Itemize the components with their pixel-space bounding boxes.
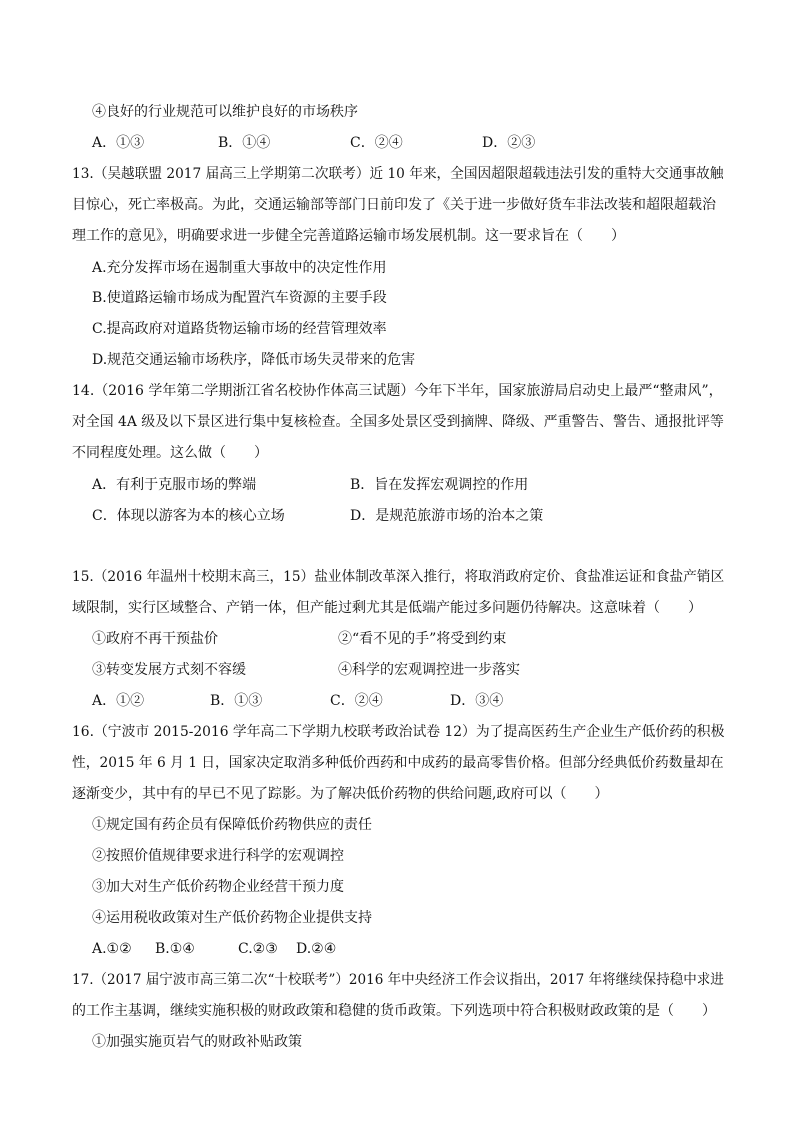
q17-stem-line-2: 的工作主基调，继续实施积极的财政政策和稳健的货币政策。下列选项中符合积极财政政策的是（ ） [72, 1003, 716, 1019]
q12-option-d: D．②③ [482, 135, 536, 151]
q15-item-4: ④科学的宏观调控进一步落实 [338, 662, 520, 678]
q13-option-d: D.规范交通运输市场秩序，降低市场失灵带来的危害 [92, 352, 416, 368]
q16-option-d: D.②④ [296, 941, 337, 957]
q14-option-c: C．体现以游客为本的核心立场 [92, 508, 285, 524]
q16-item-3: ③加大对生产低价药物企业经营干预力度 [92, 879, 344, 895]
q14-stem-line-2: 对全国 4A 级及以下景区进行集中复核检查。全国多处景区受到摘牌、降级、严重警告、警告、通报批评等 [72, 414, 724, 430]
q15-item-1: ①政府不再干预盐价 [92, 631, 218, 647]
q12-option-c: C．②④ [350, 135, 403, 151]
q15-option-b: B．①③ [210, 693, 263, 709]
q16-item-4: ④运用税收政策对生产低价药物企业提供支持 [92, 910, 372, 926]
q12-option-b: B．①④ [218, 135, 271, 151]
q15-option-a: A．①② [92, 693, 145, 709]
q12-option-a: A．①③ [92, 135, 145, 151]
q16-stem-line-2: 性，2015 年 6 月 1 日，国家决定取消多种低价西药和中成药的最高零售价格。但部分经典低价药数量却在 [72, 755, 724, 771]
q15-stem-line-2: 域限制，实行区域整合、产销一体，但产能过剩尤其是低端产能过多问题仍待解决。这意味着（ ） [72, 600, 702, 616]
q15-item-3: ③转变发展方式刻不容缓 [92, 662, 246, 678]
q16-option-a: A.①② [92, 941, 132, 957]
q16-item-2: ②按照价值规律要求进行科学的宏观调控 [92, 848, 344, 864]
q16-item-1: ①规定国有药企员有保障低价药物供应的责任 [92, 817, 372, 833]
q15-item-2: ②“看不见的手”将受到约束 [338, 631, 507, 647]
q13-stem-line-1: 13.（吴越联盟 2017 届高三上学期第二次联考）近 10 年来，全国因超限超载违法引发的重特大交通事故触 [72, 166, 724, 182]
q12-item-4: ④良好的行业规范可以维护良好的市场秩序 [92, 104, 358, 120]
q14-stem-line-3: 不同程度处理。这么做（ ） [72, 445, 268, 461]
q14-option-b: B．旨在发挥宏观调控的作用 [350, 477, 529, 493]
q13-stem-line-3: 理工作的意见》，明确要求进一步健全完善道路运输市场发展机制。这一要求旨在（ ） [72, 228, 625, 244]
q14-option-d: D．是规范旅游市场的治本之策 [350, 508, 544, 524]
q13-option-c: C.提高政府对道路货物运输市场的经营管理效率 [92, 321, 387, 337]
q15-stem-line-1: 15.（2016 年温州十校期末高三，15）盐业体制改革深入推行，将取消政府定价、食盐准运证和食盐产销区 [72, 569, 725, 585]
q17-stem-line-1: 17.（2017 届宁波市高三第二次“十校联考”）2016 年中央经济工作会议指出，2017 年将继续保持稳中求进 [72, 972, 724, 988]
q16-option-b: B.①④ [155, 941, 195, 957]
q16-stem-line-3: 逐渐变少，其中有的早已不见了踪影。为了解决低价药物的供给问题,政府可以（ ） [72, 786, 609, 802]
q14-stem-line-1: 14.（2016 学年第二学期浙江省名校协作体高三试题）今年下半年，国家旅游局启动史上最严“整肃风”， [72, 383, 723, 399]
q16-stem-line-1: 16.（宁波市 2015-2016 学年高二下学期九校联考政治试卷 12）为了提高医药生产企业生产低价药的积极 [72, 724, 725, 740]
q13-stem-line-2: 目惊心，死亡率极高。为此，交通运输部等部门日前印发了《关于进一步做好货车非法改装和超限超载治 [72, 197, 716, 213]
q16-option-c: C.②③ [238, 941, 278, 957]
q14-option-a: A．有利于克服市场的弊端 [92, 477, 257, 493]
q13-option-b: B.使道路运输市场成为配置汽车资源的主要手段 [92, 290, 387, 306]
q15-option-c: C．②④ [330, 693, 383, 709]
q17-item-1: ①加强实施页岩气的财政补贴政策 [92, 1034, 302, 1050]
q15-option-d: D．③④ [450, 693, 504, 709]
q13-option-a: A.充分发挥市场在遏制重大事故中的决定性作用 [92, 260, 387, 276]
